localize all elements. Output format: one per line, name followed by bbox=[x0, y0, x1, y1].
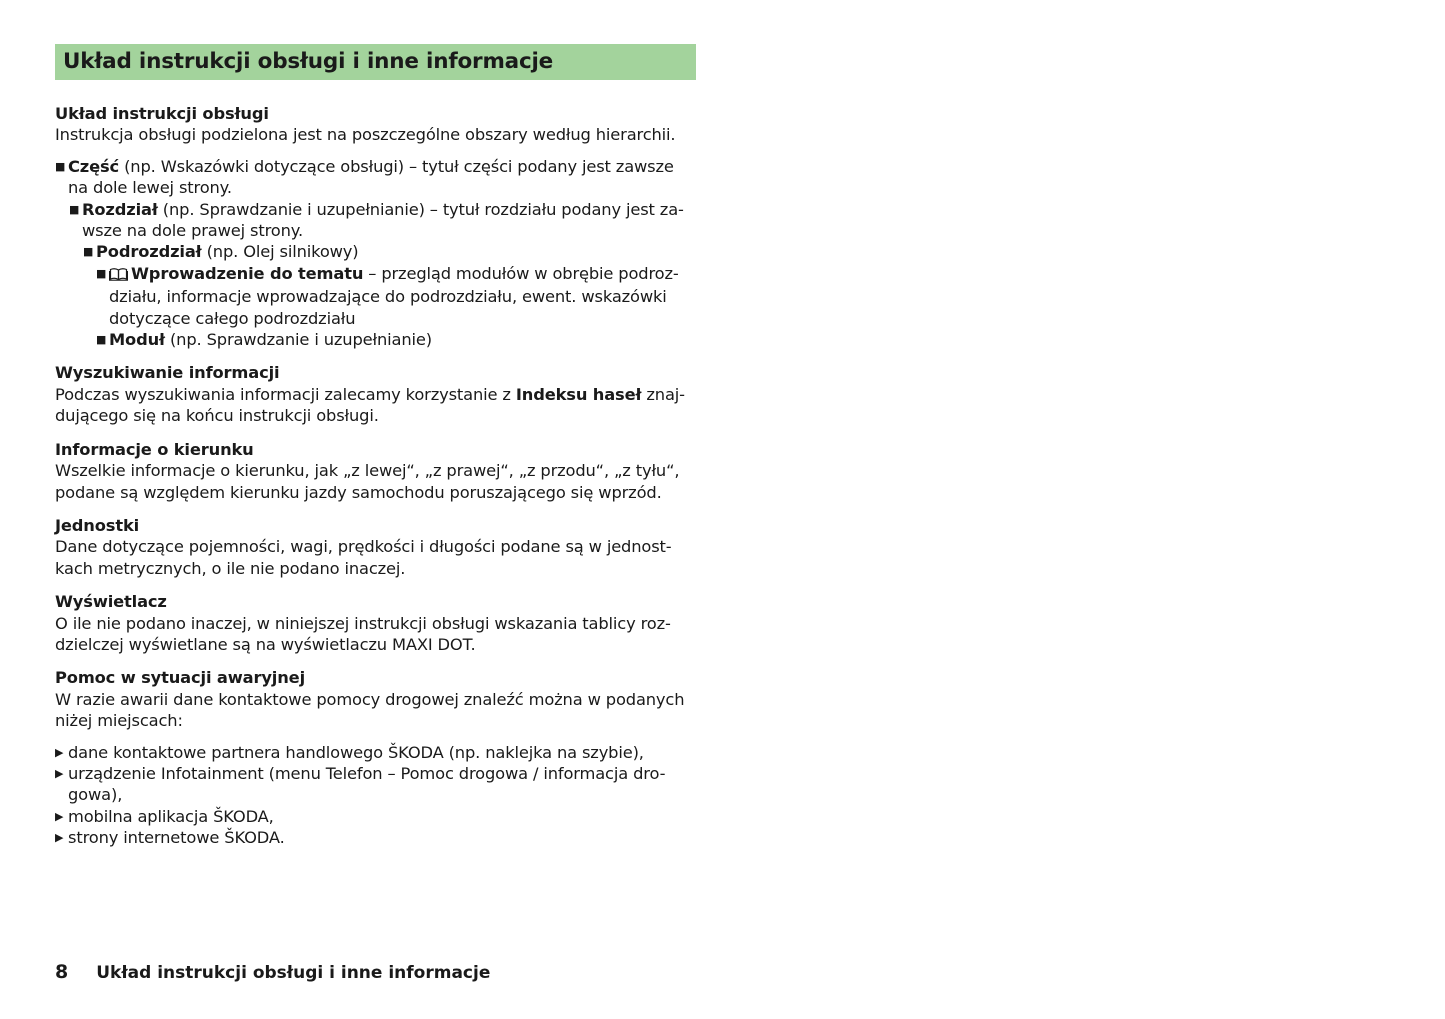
square-bullet-icon: ■ bbox=[83, 245, 94, 259]
page-number: 8 bbox=[55, 961, 69, 983]
content bbox=[55, 103, 696, 849]
book-icon bbox=[109, 265, 128, 286]
triangle-bullet-icon: ▶ bbox=[55, 809, 64, 823]
section-units bbox=[55, 515, 696, 579]
list-item: ■ Część (np. Wskazówki dotyczące obsługi) – tytuł części podany jest zawsze na dole lewej strony. bbox=[55, 156, 674, 198]
section-heading: Jednostki bbox=[55, 515, 140, 535]
section-heading: Informacje o kierunku bbox=[55, 439, 254, 459]
paragraph-line: dzielczej wyświetlane są na wyświetlaczu MAXI DOT. bbox=[55, 634, 476, 654]
list-item: ■ Wprowadzenie do tematu – przegląd modułów w obrębie podroz- działu, informacje wprowadzające do podrozdziału, ewent. wskazówki dotyczące całego podrozdziału bbox=[96, 263, 679, 328]
paragraph-line: niżej miejscach: bbox=[55, 711, 183, 731]
page bbox=[55, 44, 696, 849]
square-bullet-icon: ■ bbox=[96, 266, 107, 280]
triangle-bullet-icon: ▶ bbox=[55, 745, 64, 759]
section-direction bbox=[55, 439, 696, 503]
paragraph: Instrukcja obsługi podzielona jest na poszczególne obszary według hierarchii. bbox=[55, 125, 676, 145]
paragraph-line: Podczas wyszukiwania informacji zalecamy korzystanie z Indeksu haseł znaj- bbox=[55, 384, 685, 404]
section-heading: Pomoc w sytuacji awaryjnej bbox=[55, 668, 305, 688]
list-item: ■ Rozdział (np. Sprawdzanie i uzupełnianie) – tytuł rozdziału podany jest za- wsze na dole prawej strony. bbox=[69, 199, 684, 241]
contact-list bbox=[55, 742, 696, 849]
section-display bbox=[55, 591, 696, 655]
hierarchy-list bbox=[55, 156, 696, 351]
paragraph-line: W razie awarii dane kontaktowe pomocy drogowej znaleźć można w podanych bbox=[55, 689, 685, 709]
page-footer bbox=[55, 961, 490, 983]
list-item: ▶ strony internetowe ŠKODA. bbox=[55, 828, 285, 848]
footer-title: Układ instrukcji obsługi i inne informacje bbox=[96, 963, 491, 983]
section-heading: Wyświetlacz bbox=[55, 592, 167, 612]
square-bullet-icon: ■ bbox=[55, 159, 66, 173]
triangle-bullet-icon: ▶ bbox=[55, 831, 64, 845]
list-item: ■ Podrozdział (np. Olej silnikowy) bbox=[83, 242, 359, 262]
list-item: ▶ mobilna aplikacja ŠKODA, bbox=[55, 806, 274, 826]
paragraph-line: O ile nie podano inaczej, w niniejszej instrukcji obsługi wskazania tablicy roz- bbox=[55, 613, 671, 633]
triangle-bullet-icon: ▶ bbox=[55, 766, 64, 780]
list-item: ■ Moduł (np. Sprawdzanie i uzupełnianie) bbox=[96, 330, 432, 350]
paragraph-line: podane są względem kierunku jazdy samochodu poruszającego się wprzód. bbox=[55, 482, 662, 502]
paragraph-line: Dane dotyczące pojemności, wagi, prędkości i długości podane są w jednost- bbox=[55, 537, 672, 557]
section-search bbox=[55, 362, 696, 426]
section-heading: Wyszukiwanie informacji bbox=[55, 363, 280, 383]
section-heading: Układ instrukcji obsługi bbox=[55, 104, 269, 123]
square-bullet-icon: ■ bbox=[96, 333, 107, 347]
list-item: ▶ urządzenie Infotainment (menu Telefon – Pomoc drogowa / informacja dro- gowa), bbox=[55, 763, 666, 805]
paragraph-line: dującego się na końcu instrukcji obsługi. bbox=[55, 406, 379, 426]
section-emergency bbox=[55, 667, 696, 848]
square-bullet-icon: ■ bbox=[69, 202, 80, 216]
paragraph-line: kach metrycznych, o ile nie podano inaczej. bbox=[55, 558, 406, 578]
section-layout bbox=[55, 103, 696, 350]
paragraph-line: Wszelkie informacje o kierunku, jak „z lewej“, „z prawej“, „z przodu“, „z tyłu“, bbox=[55, 461, 680, 481]
list-item: ▶ dane kontaktowe partnera handlowego ŠKODA (np. naklejka na szybie), bbox=[55, 742, 644, 762]
page-title: Układ instrukcji obsługi i inne informacje bbox=[55, 44, 696, 80]
